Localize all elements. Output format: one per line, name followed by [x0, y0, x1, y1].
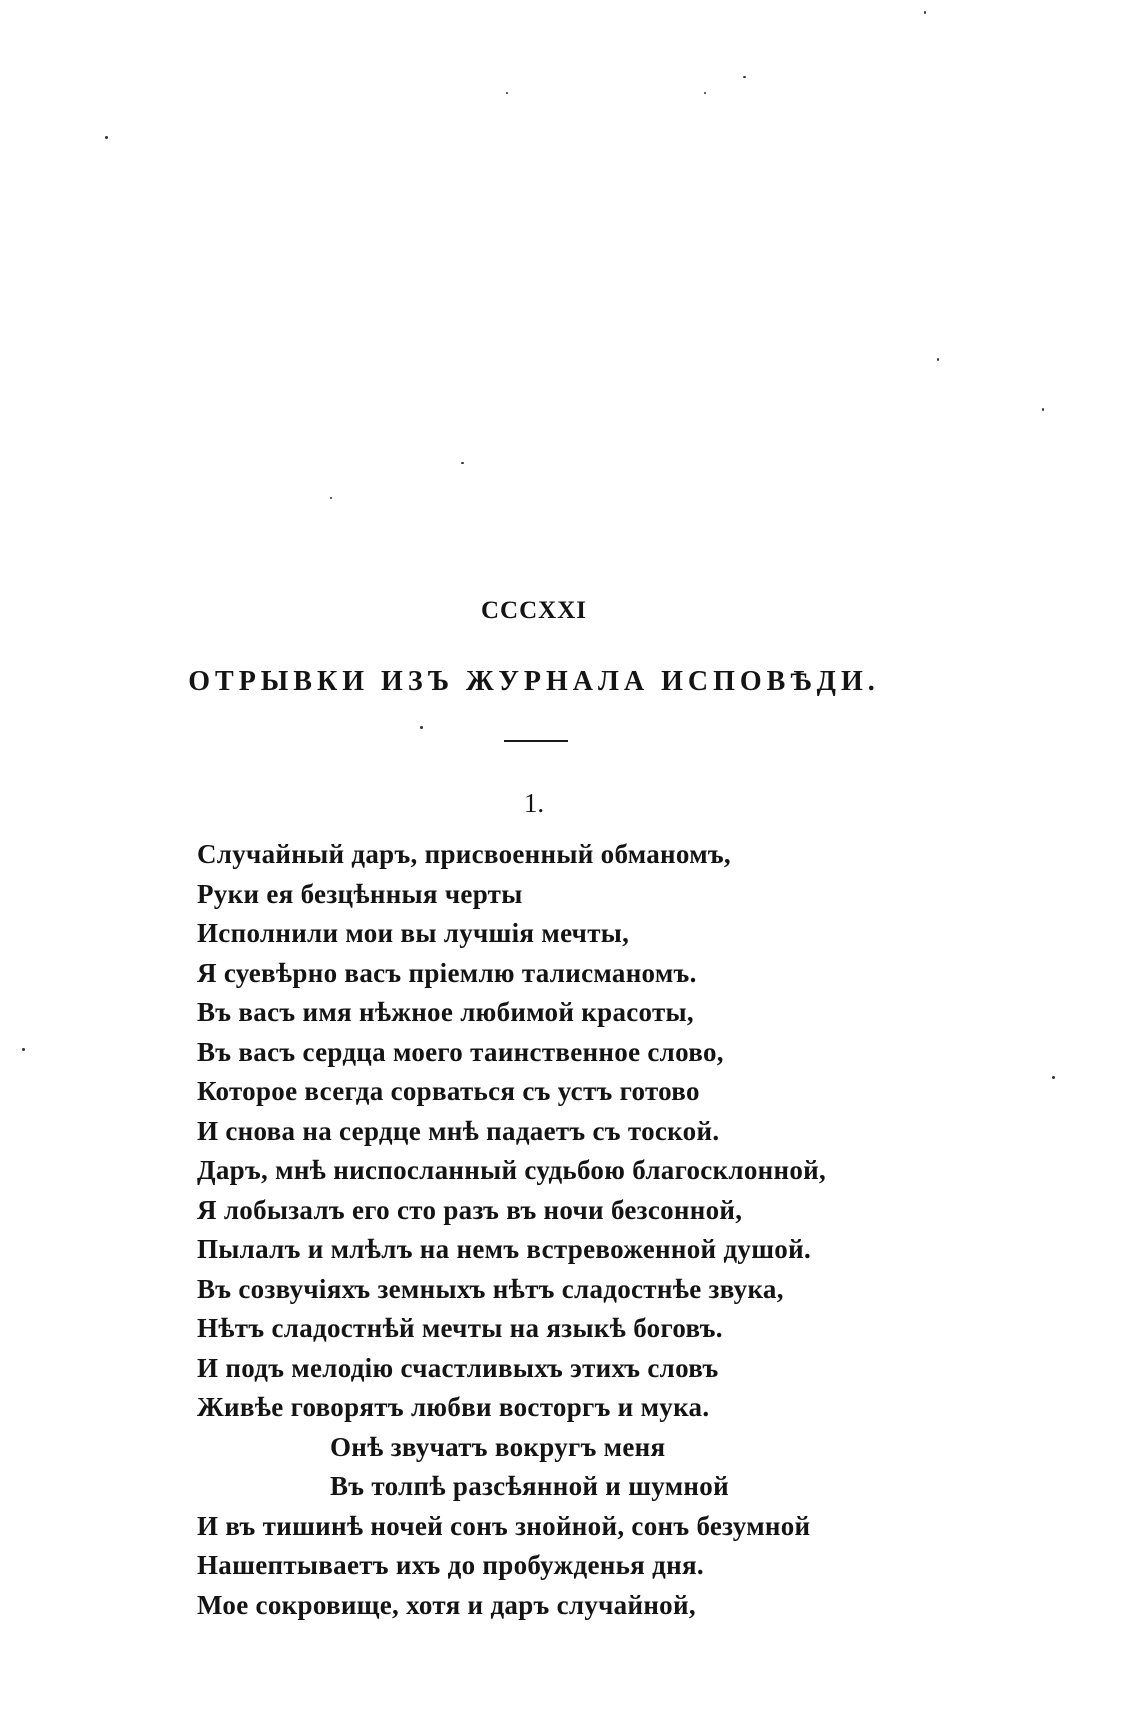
scan-speck — [1052, 1076, 1055, 1079]
poem-line: Живѣе говорятъ любви восторгъ и мука. — [197, 1392, 710, 1422]
scan-speck — [704, 92, 706, 94]
poem-line: Въ васъ имя нѣжное любимой красоты, — [197, 997, 694, 1027]
scan-speck — [105, 136, 108, 139]
poem-line: Руки ея безцѣнныя черты — [197, 878, 523, 909]
scan-speck — [22, 1048, 25, 1051]
scan-speck — [743, 76, 746, 78]
poem-line: Мое сокровище, хотя и даръ случайной, — [197, 1589, 696, 1620]
poem-line: Которое всегда сорваться съ устъ готово — [197, 1076, 700, 1106]
scan-speck — [924, 11, 926, 14]
poem-line: Я суевѣрно васъ пріемлю талисманомъ. — [197, 957, 697, 988]
poem-line: Исполнили мои вы лучшія мечты, — [197, 918, 630, 948]
poem-line: Я лобызалъ его сто разъ въ ночи безсонной, — [197, 1194, 743, 1225]
scan-speck — [506, 92, 508, 94]
poem-line: И снова на сердце мнѣ падаетъ съ тоской. — [197, 1115, 720, 1146]
scan-speck — [461, 462, 464, 464]
section-number: CCCXXI — [481, 597, 587, 624]
poem-line: Пылалъ и млѣлъ на немъ встревоженной душой. — [197, 1234, 812, 1264]
poem-line: Нѣтъ сладостнѣй мечты на языкѣ боговъ. — [197, 1313, 723, 1343]
scan-speck — [1042, 408, 1044, 411]
poem-line: Въ васъ сердца моего таинственное слово, — [197, 1036, 724, 1067]
poem-number: 1. — [523, 788, 545, 818]
title-divider — [504, 740, 568, 742]
scan-speck — [420, 726, 423, 729]
poem-line: Онѣ звучатъ вокругъ меня — [330, 1431, 666, 1462]
poem-line: Случайный даръ, присвоенный обманомъ, — [197, 839, 731, 869]
scan-speck — [937, 358, 939, 361]
section-title: ОТРЫВКИ ИЗЪ ЖУРНАЛА ИСПОВѢДИ. — [188, 666, 880, 697]
scan-speck — [330, 497, 332, 499]
poem-body — [197, 835, 917, 1625]
poem-line: И подъ мелодію счастливыхъ этихъ словъ — [197, 1352, 719, 1383]
poem-line: Въ толпѣ разсѣянной и шумной — [330, 1471, 729, 1501]
poem-line: И въ тишинѣ ночей сонъ знойной, сонъ безумной — [197, 1510, 811, 1541]
poem-line: Нашептываетъ ихъ до пробужденья дня. — [197, 1550, 704, 1580]
poem-line: Въ созвучіяхъ земныхъ нѣтъ сладостнѣе звука, — [197, 1273, 784, 1304]
poem-line: Даръ, мнѣ ниспосланный судьбою благосклонной, — [197, 1155, 827, 1185]
